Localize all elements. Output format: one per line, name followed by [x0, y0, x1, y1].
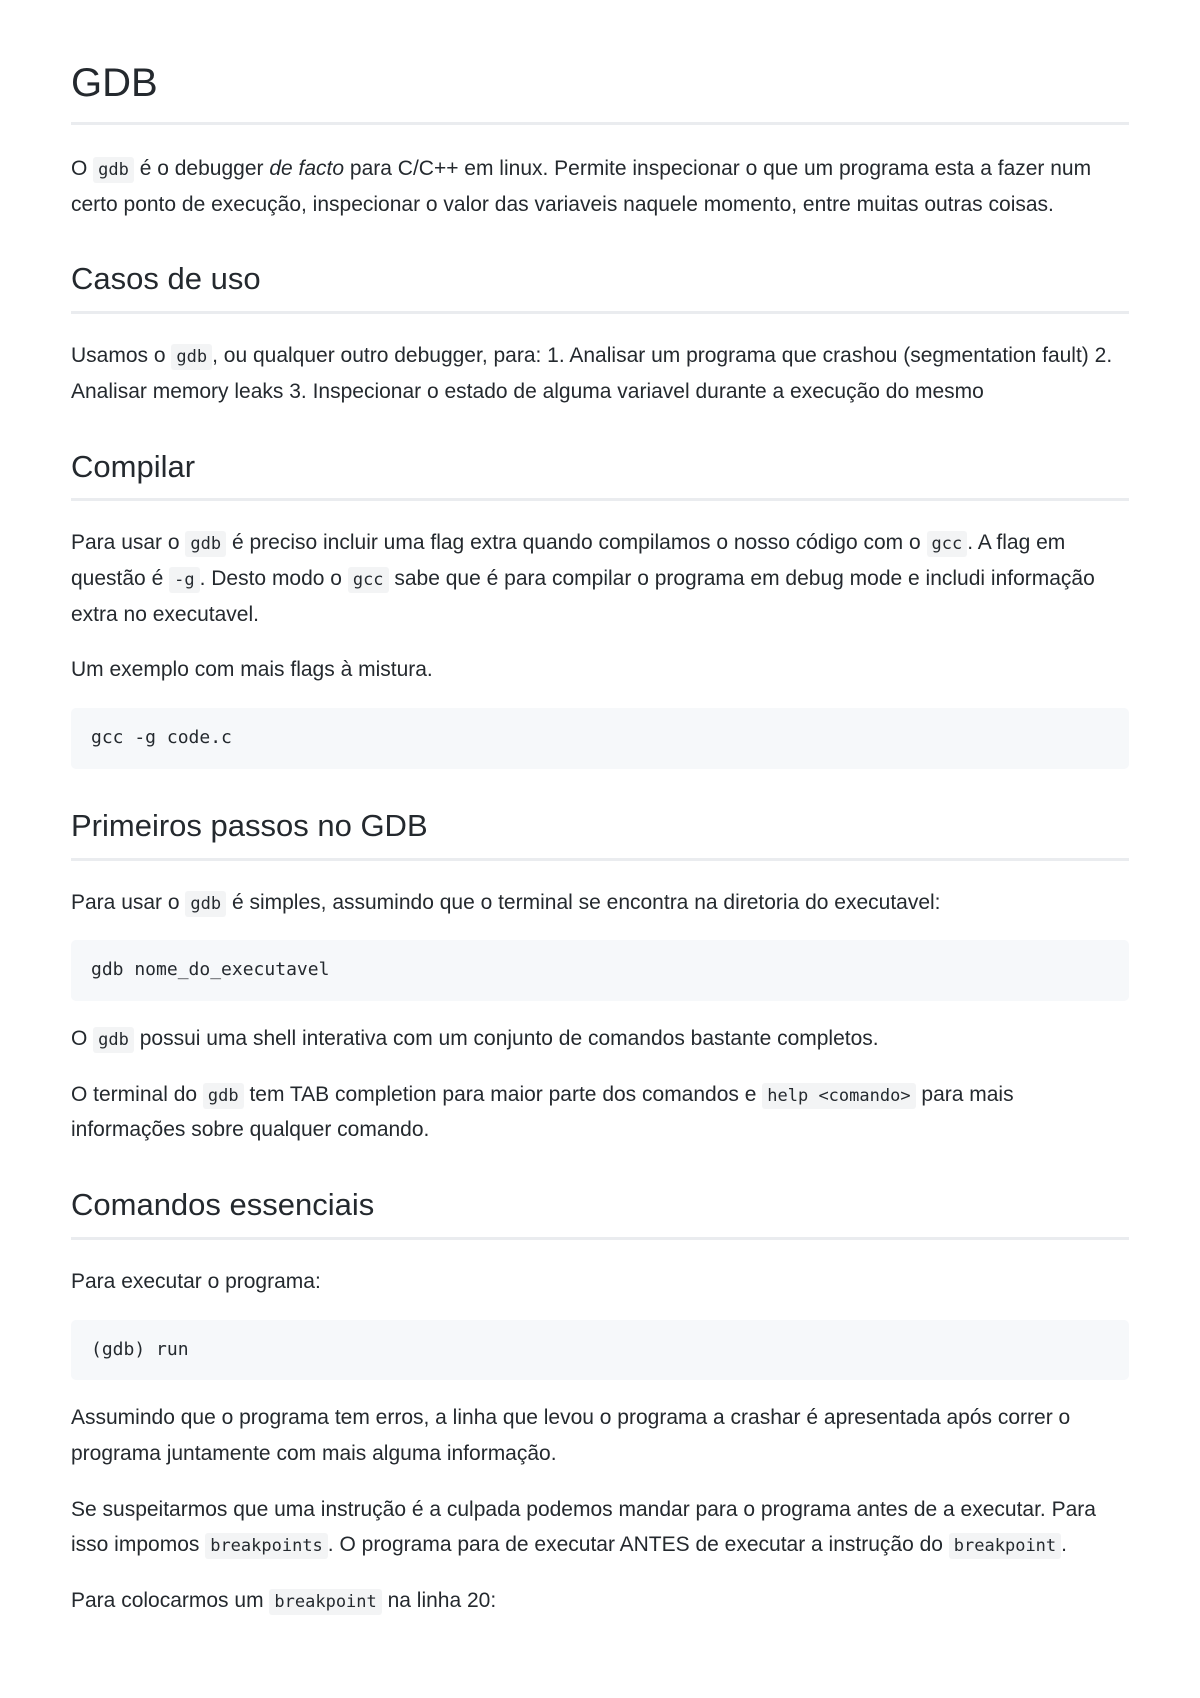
inline-code: breakpoint [269, 1589, 381, 1615]
code-block: gcc -g code.c [71, 708, 1129, 769]
inline-code: gdb [185, 891, 226, 917]
comandos-paragraph-1: Para executar o programa: [71, 1269, 321, 1293]
inline-code: breakpoint [949, 1533, 1061, 1559]
primeiros-paragraph-3: O terminal do gdb tem TAB completion para maior parte dos comandos e help <comando> para mais informações sobre qualquer comando. [71, 1082, 1014, 1142]
code-block: (gdb) run [71, 1320, 1129, 1381]
inline-code: gcc [348, 567, 389, 593]
inline-code: gdb [93, 157, 134, 183]
inline-code: gdb [171, 344, 212, 370]
page-title: GDB [71, 38, 1129, 125]
casos-paragraph: Usamos o gdb , ou qualquer outro debugger, para: 1. Analisar um programa que crashou (segmentation fault) 2. Analisar memory leaks 3. Inspecionar o estado de alguma variavel durante a execução do mesmo [71, 344, 1113, 403]
emphasis: de facto [269, 157, 345, 180]
compilar-example-paragraph: Um exemplo com mais flags à mistura. [71, 658, 433, 682]
primeiros-paragraph-2: O gdb possui uma shell interativa com um conjunto de comandos bastante completos. [71, 1021, 1129, 1057]
inline-code: gcc [927, 531, 968, 557]
compilar-paragraph: Para usar o gdb é preciso incluir uma flag extra quando compilamos o nosso código com o gcc . A flag em questão é -g . Desto modo o gcc sabe que é para compilar o programa em debug mode e includi informação extra no executavel. [71, 531, 1095, 626]
comandos-paragraph-4: Para colocarmos um breakpoint na linha 20: [71, 1583, 1129, 1619]
inline-code: gdb [203, 1083, 244, 1109]
section-heading-comandos: Comandos essenciais [71, 1172, 1129, 1240]
primeiros-paragraph-1: Para usar o gdb é simples, assumindo que o terminal se encontra na diretoria do executavel: [71, 885, 1129, 921]
intro-paragraph: O gdb é o debugger de facto para C/C++ em linux. Permite inspecionar o que um programa esta a fazer num certo ponto de execução, inspecionar o valor das variaveis naquele momento, entre muitas outras coisas. [71, 157, 1092, 216]
section-heading-compilar: Compilar [71, 434, 1129, 502]
inline-code: breakpoints [205, 1533, 328, 1559]
inline-code: gdb [93, 1027, 134, 1053]
inline-code: help <comando> [762, 1083, 915, 1109]
inline-code: -g [169, 567, 199, 593]
section-heading-primeiros: Primeiros passos no GDB [71, 793, 1129, 861]
section-heading-casos: Casos de uso [71, 246, 1129, 314]
comandos-paragraph-3: Se suspeitarmos que uma instrução é a culpada podemos mandar para o programa antes de a executar. Para isso impomos breakpoints . O programa para de executar ANTES de executar a instrução do breakpoint . [71, 1492, 1129, 1563]
comandos-paragraph-2: Assumindo que o programa tem erros, a linha que levou o programa a crashar é apresentada após correr o programa juntamente com mais alguma informação. [71, 1406, 1071, 1466]
code-block: gdb nome_do_executavel [71, 940, 1129, 1001]
inline-code: gdb [185, 531, 226, 557]
